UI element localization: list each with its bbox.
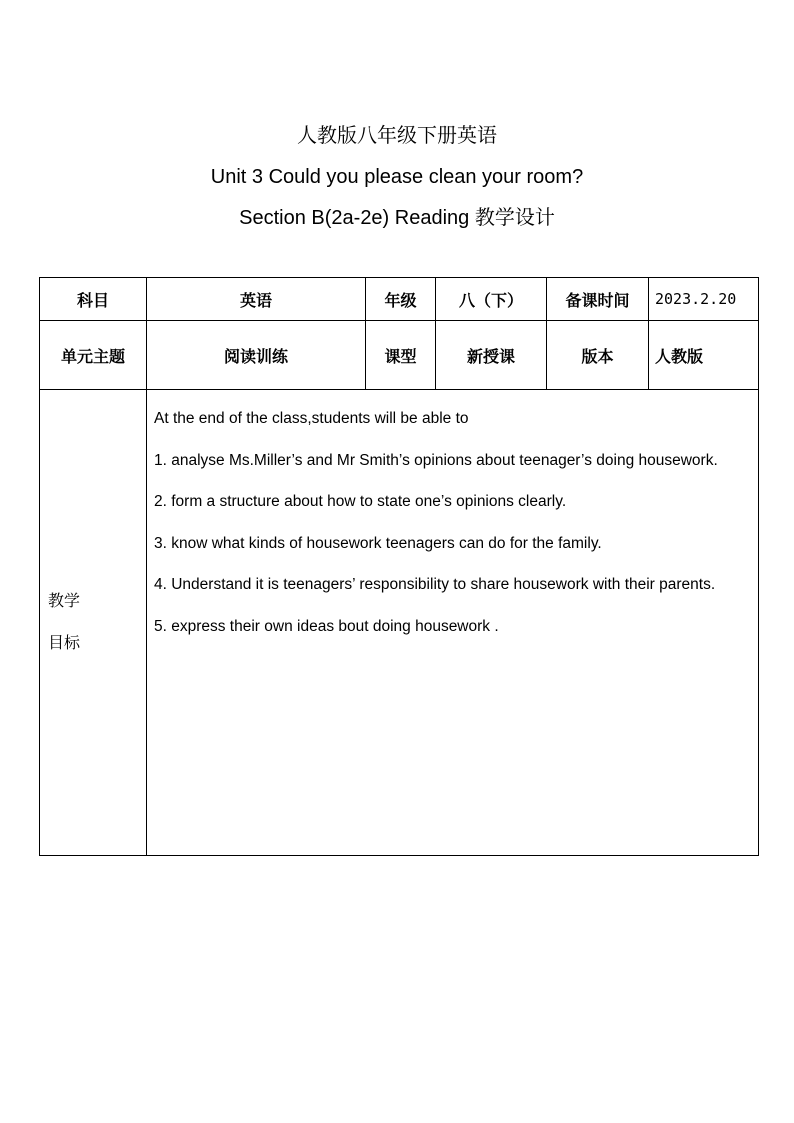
title-line-3: Section B(2a-2e) Reading 教学设计 — [239, 207, 555, 229]
unit-label: 单元主题 — [40, 321, 147, 390]
table-row-goals — [40, 390, 759, 856]
lesson-plan-table — [39, 277, 759, 856]
table-row-unit-info — [40, 321, 759, 390]
goals-content — [147, 390, 759, 856]
subject-value: 英语 — [147, 278, 366, 321]
edition-value: 人教版 — [649, 321, 759, 390]
goal-item-5: 5. express their own ideas bout doing housework . — [154, 617, 499, 635]
date-label: 备课时间 — [547, 278, 649, 321]
title-line-1: 人教版八年级下册英语 — [297, 125, 497, 147]
grade-label: 年级 — [366, 278, 436, 321]
grade-value: 八（下） — [436, 278, 547, 321]
subject-label: 科目 — [40, 278, 147, 321]
edition-label: 版本 — [547, 321, 649, 390]
goals-label-line-2: 目标 — [48, 634, 81, 652]
title-line-2: Unit 3 Could you please clean your room? — [210, 166, 584, 188]
type-label: 课型 — [366, 321, 436, 390]
goal-item-1: 1. analyse Ms.Miller’s and Mr Smith’s opinions about teenager’s doing housework. — [154, 451, 718, 469]
goals-intro: At the end of the class,students will be able to — [154, 410, 469, 427]
goal-item-3: 3. know what kinds of housework teenagers can do for the family. — [154, 534, 602, 552]
goal-item-2: 2. form a structure about how to state one’s opinions clearly. — [154, 493, 567, 511]
type-value: 新授课 — [436, 321, 547, 390]
unit-value: 阅读训练 — [147, 321, 366, 390]
goal-item-4: 4. Understand it is teenagers’ responsibility to share housework with their parents. — [154, 576, 716, 594]
goals-label-line-1: 教学 — [48, 592, 81, 610]
document-title — [0, 116, 794, 239]
goals-label — [40, 390, 147, 856]
table-row-basic-info — [40, 278, 759, 321]
date-value: 2023.2.20 — [649, 278, 759, 321]
